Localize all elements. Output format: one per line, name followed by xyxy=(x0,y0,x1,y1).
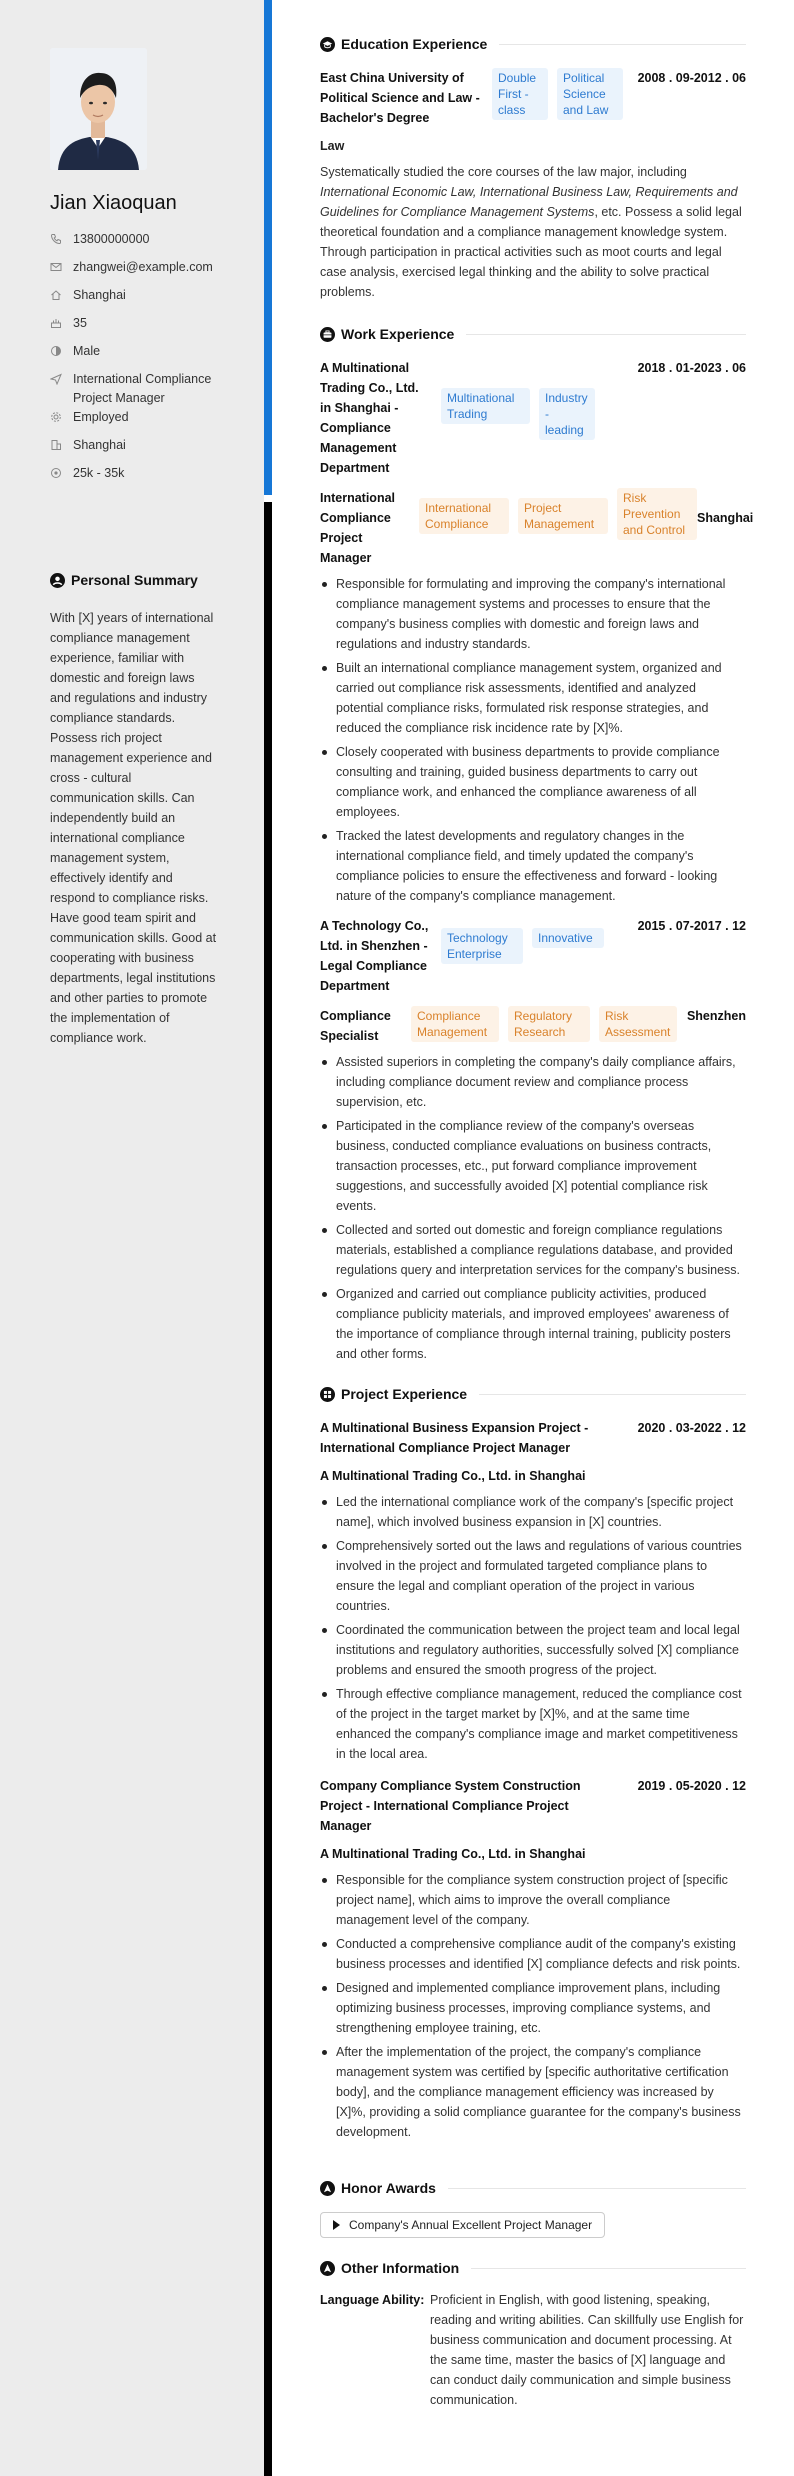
education-course-list: International Economic Law, International Business Law, Requirements and Guidelines for Compliance Management Systems xyxy=(320,185,738,219)
project-date: 2020 . 03-2022 . 12 xyxy=(637,1421,746,1435)
home-icon xyxy=(50,289,62,301)
job-header-left xyxy=(320,916,604,996)
project-bullets xyxy=(320,1492,746,1764)
contact-email xyxy=(50,258,250,286)
job-bullets xyxy=(320,574,746,906)
job-header xyxy=(320,358,746,478)
gender-icon xyxy=(50,345,62,357)
honor-text: Company's Annual Excellent Project Manager xyxy=(349,2218,593,2232)
school-tag: Political Science and Law xyxy=(557,68,623,120)
skill-tag: Risk Assessment xyxy=(599,1006,677,1042)
section-divider xyxy=(471,2268,746,2269)
language-text: Proficient in English, with good listening, speaking, reading and writing abilities. Can skillfully use English for business communication and document processing. At the same time, master the basics of [X] language and can conduct daily communication and simple business communication. xyxy=(430,2293,744,2407)
education-description-part: , etc. Possess a solid legal theoretical foundation and a compliance management knowledge system. Through participation in practical activities such as moot courts and legal case analysis, exercised legal thinking and the ability to solve practical problems. xyxy=(320,205,742,299)
location-text: Shanghai xyxy=(73,288,126,302)
section-divider xyxy=(499,44,746,45)
job-location: Shenzhen xyxy=(686,1009,746,1023)
list-item: Built an international compliance management system, organized and carried out compliance risk assessments, identified and analyzed potential compliance risks, formulated risk response strategies, and reduced the compliance risk incidence rate by [X]%. xyxy=(320,658,746,738)
education-description xyxy=(320,162,746,302)
grid-icon xyxy=(320,1387,335,1402)
gender-text: Male xyxy=(73,344,101,358)
list-item: Organized and carried out compliance publicity activities, produced compliance publicity materials, and improved employees' awareness of the importance of compliance through internal training, publicity posters and other forms. xyxy=(320,1284,746,1364)
honor-item xyxy=(320,2212,605,2238)
list-item: Tracked the latest developments and regulatory changes in the international compliance field, and timely updated the company's compliance policies to ensure the effectiveness and forward - looking nature of the company's compliance management. xyxy=(320,826,746,906)
contact-target-city xyxy=(50,436,250,464)
job-date: 2015 . 07-2017 . 12 xyxy=(637,919,746,933)
honors-list xyxy=(320,2212,746,2238)
main-content xyxy=(320,36,754,2410)
project-bullets xyxy=(320,1870,746,2142)
other-title: Other Information xyxy=(341,2260,460,2276)
project-date: 2019 . 05-2020 . 12 xyxy=(637,1779,746,1793)
skill-tag: International Compliance xyxy=(419,498,509,534)
list-item: Responsible for formulating and improving the company's international compliance management systems and processes to ensure that the company's business complies with domestic and foreign laws and regulations and industry standards. xyxy=(320,574,746,654)
candidate-name: Jian Xiaoquan xyxy=(50,192,177,214)
project-name: Company Compliance System Construction Project - International Compliance Project Manager xyxy=(320,1779,581,1833)
phone-icon xyxy=(50,233,62,245)
other-heading xyxy=(320,2260,746,2276)
projects-title: Project Experience xyxy=(341,1386,468,1402)
list-item: Coordinated the communication between the project team and local legal institutions and regulatory authorities, successfully solved [X] compliance problems and ensured the smooth progress of the project. xyxy=(320,1620,746,1680)
status-text: Employed xyxy=(73,410,129,424)
briefcase-icon xyxy=(320,327,335,342)
section-divider xyxy=(479,1394,746,1395)
info-icon xyxy=(320,2261,335,2276)
company-tag: Industry - leading xyxy=(539,388,595,440)
honors-title: Honor Awards xyxy=(341,2180,436,2196)
skill-tag: Risk Prevention and Control xyxy=(617,488,697,540)
education-header-left xyxy=(320,68,623,128)
project-name: A Multinational Business Expansion Project - International Compliance Project Manager xyxy=(320,1421,589,1455)
role-row xyxy=(320,488,754,568)
school-tag: Double First - class xyxy=(492,68,548,120)
list-item: Comprehensively sorted out the laws and regulations of various countries involved in the project and formulated targeted compliance plans to ensure the legal and compliant operation of the project in various countries. xyxy=(320,1536,746,1616)
list-item: Designed and implemented compliance improvement plans, including optimizing business processes, improving compliance systems, and strengthening employee training, etc. xyxy=(320,1978,746,2038)
skill-tag: Regulatory Research xyxy=(508,1006,590,1042)
play-icon xyxy=(333,2220,340,2230)
company-name: A Technology Co., Ltd. in Shenzhen - Legal Compliance Department xyxy=(320,919,429,993)
role-left xyxy=(320,488,697,568)
major-name: Law xyxy=(320,139,345,153)
honors-heading xyxy=(320,2180,746,2196)
salary-text: 25k - 35k xyxy=(73,466,125,480)
contact-salary xyxy=(50,464,250,492)
summary-title: Personal Summary xyxy=(71,572,198,588)
age-text: 35 xyxy=(73,316,87,330)
list-item: Responsible for the compliance system construction project of [specific project name], which aims to improve the overall compliance management level of the company. xyxy=(320,1870,746,1930)
list-item: Participated in the compliance review of the company's overseas business, conducted compliance evaluations on business contracts, transaction processes, etc., put forward compliance improvement suggestions, and successfully avoided [X] potential compliance risk events. xyxy=(320,1116,746,1216)
list-item: Through effective compliance management, reduced the compliance cost of the project in the target market by [X]%, and at the same time enhanced the company's compliance image and market competitiveness in the local area. xyxy=(320,1684,746,1764)
summary-text: With [X] years of international compliance management experience, familiar with domestic and foreign laws and regulations and industry compliance standards. Possess rich project management experience and cross - cultural communication skills. Can independently build an international compliance management system, effectively identify and respond to compliance risks. Have good team spirit and communication skills. Good at cooperating with business departments, legal institutions and other parties to promote the implementation of compliance work. xyxy=(50,611,217,1045)
profile-photo xyxy=(50,48,147,170)
language-row xyxy=(320,2290,746,2410)
language-label: Language Ability: xyxy=(320,2293,425,2307)
user-icon xyxy=(50,573,65,588)
coin-icon xyxy=(50,467,62,479)
education-description-part: Systematically studied the core courses of the law major, including xyxy=(320,165,687,179)
list-item: Led the international compliance work of the company's [specific project name], which involved business expansion in [X] countries. xyxy=(320,1492,746,1532)
building-icon xyxy=(50,439,62,451)
role-title: Compliance Specialist xyxy=(320,1009,391,1043)
accent-bar-black xyxy=(264,502,272,2476)
school-name: East China University of Political Science and Law - Bachelor's Degree xyxy=(320,71,480,125)
company-name: A Multinational Trading Co., Ltd. in Shanghai - Compliance Management Department xyxy=(320,361,419,475)
contact-gender xyxy=(50,342,250,370)
skill-tag: Compliance Management xyxy=(411,1006,499,1042)
job-bullets xyxy=(320,1052,746,1364)
gear-icon xyxy=(50,411,62,423)
avatar-illustration xyxy=(50,48,147,170)
work-heading xyxy=(320,326,746,342)
job-header-left xyxy=(320,358,595,478)
target-city-text: Shanghai xyxy=(73,438,126,452)
contact-location xyxy=(50,286,250,314)
contact-target-position xyxy=(50,370,250,408)
accent-bar-blue xyxy=(264,0,272,495)
contact-phone xyxy=(50,230,250,258)
section-divider xyxy=(466,334,746,335)
projects-heading xyxy=(320,1386,746,1402)
job-date: 2018 . 01-2023 . 06 xyxy=(637,361,746,375)
list-item: Closely cooperated with business departments to provide compliance consulting and training, guided business departments to carry out compliance work, and enhanced the compliance awareness of all employees. xyxy=(320,742,746,822)
contact-list xyxy=(50,230,250,492)
project-header xyxy=(320,1418,746,1458)
company-tag: Innovative xyxy=(532,928,604,948)
role-row xyxy=(320,1006,746,1046)
graduation-cap-icon xyxy=(320,37,335,52)
education-title: Education Experience xyxy=(341,36,488,52)
job-header xyxy=(320,916,746,996)
mail-icon xyxy=(50,261,62,273)
list-item: Assisted superiors in completing the company's daily compliance affairs, including compliance document review and compliance process supervision, etc. xyxy=(320,1052,746,1112)
project-header xyxy=(320,1776,746,1836)
phone-text: 13800000000 xyxy=(73,232,150,246)
target-position-text: International Compliance Project Manager xyxy=(73,372,212,405)
email-text: zhangwei@example.com xyxy=(73,260,213,274)
skill-tag: Project Management xyxy=(518,498,608,534)
list-item: Conducted a comprehensive compliance audit of the company's existing business processes and identified [X] compliance defects and risk points. xyxy=(320,1934,746,1974)
project-company: A Multinational Trading Co., Ltd. in Shanghai xyxy=(320,1847,586,1861)
list-item: Collected and sorted out domestic and foreign compliance regulations materials, established a compliance regulations database, and provided regulations query and interpretation services for the company's business. xyxy=(320,1220,746,1280)
project-company: A Multinational Trading Co., Ltd. in Shanghai xyxy=(320,1469,586,1483)
company-tag: Technology Enterprise xyxy=(441,928,523,964)
summary-heading xyxy=(50,572,198,588)
cake-icon xyxy=(50,317,62,329)
award-icon xyxy=(320,2181,335,2196)
contact-age xyxy=(50,314,250,342)
company-tag: Multinational Trading xyxy=(441,388,530,424)
education-date: 2008 . 09-2012 . 06 xyxy=(637,71,746,85)
send-icon xyxy=(50,373,62,385)
contact-status xyxy=(50,408,250,436)
education-entry-header xyxy=(320,68,746,128)
role-left xyxy=(320,1006,677,1046)
role-title: International Compliance Project Manager xyxy=(320,491,396,565)
education-heading xyxy=(320,36,746,52)
work-title: Work Experience xyxy=(341,326,455,342)
list-item: After the implementation of the project, the company's compliance management system was certified by [specific authoritative certification body], and the compliance management efficiency was increased by [X]%, providing a solid compliance guarantee for the company's business development. xyxy=(320,2042,746,2142)
section-divider xyxy=(448,2188,746,2189)
job-location: Shanghai xyxy=(697,511,754,525)
